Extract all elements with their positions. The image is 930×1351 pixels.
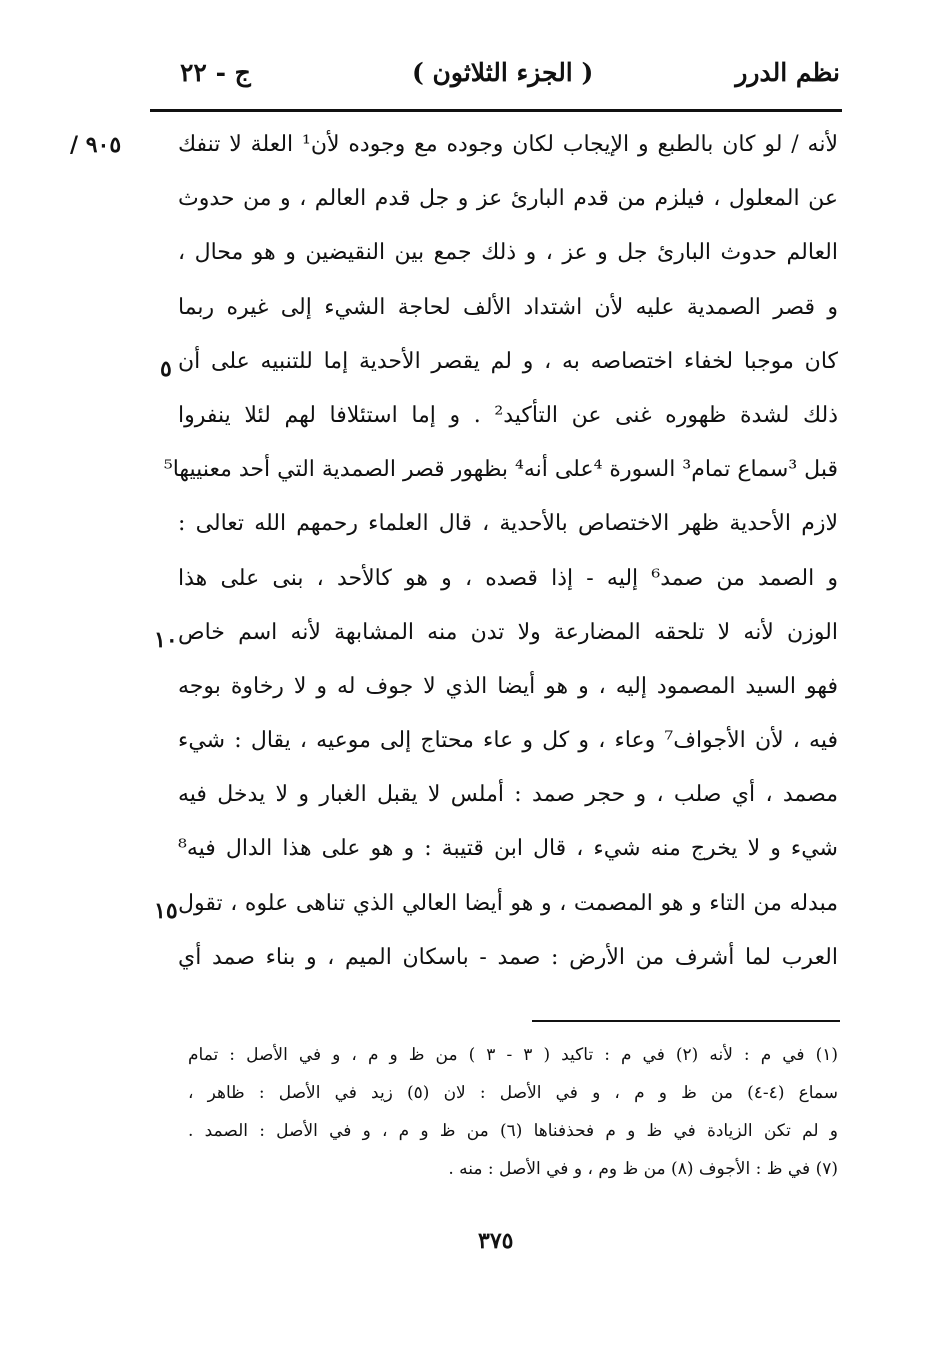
text-line: عن المعلول ، فيلزم من قدم البارئ عز و جل قدم العالم ، و من حدوث: [178, 186, 838, 212]
text-line: العالم حدوث البارئ جل و عز ، و ذلك جمع بين النقيضين و هو محال ،: [178, 240, 839, 266]
running-header: [150, 52, 840, 98]
footnote-line: و لم تكن الزيادة في ظ و م فحذفناها (٦) من ظ و م ، و في الأصل : الصمد .: [188, 1121, 838, 1141]
text-line: لأنه / لو كان بالطبع و الإيجاب لكان وجوده مع وجوده لأن¹ العلة لا تنفك: [178, 132, 838, 157]
header-rule: [150, 109, 842, 112]
text-line: قبل ³سماع تمام³ السورة ⁴على أنه⁴ بظهور قصر الصمدية التي أحد معنييها⁵: [163, 457, 838, 483]
text-line: و قصر الصمدية عليه لأن اشتداد الألف لحاجة الشيء إلى غيره ربما: [178, 294, 838, 320]
text-line: شيء و لا يخرج منه شيء ، قال ابن قتيبة : و هو على هذا الدال فيه⁸: [178, 836, 838, 862]
text-line: مبدله من التاء و هو المصمت ، و هو أيضا العالي الذي تناهى علوه ، تقول: [178, 890, 838, 916]
header-part-title: ( الجزء الثلاثون ): [412, 58, 594, 87]
text-line: لازم الأحدية ظهر الاختصاص بالأحدية ، قال العلماء رحمهم الله تعالى :: [178, 511, 838, 537]
footnote-rule: [532, 1020, 840, 1022]
line-number-5: ٥: [160, 356, 172, 382]
text-line: فهو السيد المصمود إليه ، و هو أيضا الذي لا جوف له و لا رخاوة بوجه: [178, 673, 838, 699]
text-line: ذلك لشدة ظهوره غنى عن التأكيد² . و إما استئلافا لهم لئلا ينفروا: [178, 402, 839, 428]
text-line: العرب لما أشرف من الأرض : صمد - باسكان الميم ، و بناء صمد أي: [178, 944, 838, 970]
text-line: كان موجبا لخفاء اختصاصه به ، و لم يقصر الأحدية إما للتنبيه على أن: [178, 348, 838, 374]
manuscript-folio-marker: / ٩٠٥: [70, 132, 122, 158]
page-number: ٣٧٥: [478, 1228, 514, 1254]
footnote-line: (٧) في ظ : الأجوف (٨) من ظ وم ، و في الأصل : منه .: [448, 1159, 838, 1179]
line-number-15: ١٥: [154, 898, 178, 924]
header-volume: ج - ٢٢: [180, 58, 251, 87]
footnotes: [188, 1036, 838, 1188]
text-line: الوزن لأنه لا تلحقه المضارعة ولا تدن منه المشابهة لأنه اسم خاص: [178, 619, 838, 645]
footnote-line: (١) في م : لأنه (٢) في م : تاكيد ( ٣ - ٣ ) من ظ و م ، و في الأصل : تمام: [188, 1045, 839, 1065]
text-line: و الصمد من صمد⁶ إليه - إذا قصده ، و هو كالأحد ، بنى على هذا: [178, 565, 839, 591]
footnote-line: سماع (٤-٤) من ظ و م ، و في الأصل : لان (٥) زيد في الأصل : ظاهر ،: [188, 1083, 838, 1103]
text-line: فيه ، لأن الأجواف⁷ وعاء ، و كل و عاء محتاج إلى موعيه ، يقال : شيء: [178, 728, 839, 754]
header-book-title: نظم الدرر: [735, 58, 840, 87]
text-line: مصمد ، أي صلب ، و حجر صمد : أملس لا يقبل الغبار و لا يدخل فيه: [178, 782, 838, 808]
line-number-10: ١٠: [154, 627, 178, 653]
